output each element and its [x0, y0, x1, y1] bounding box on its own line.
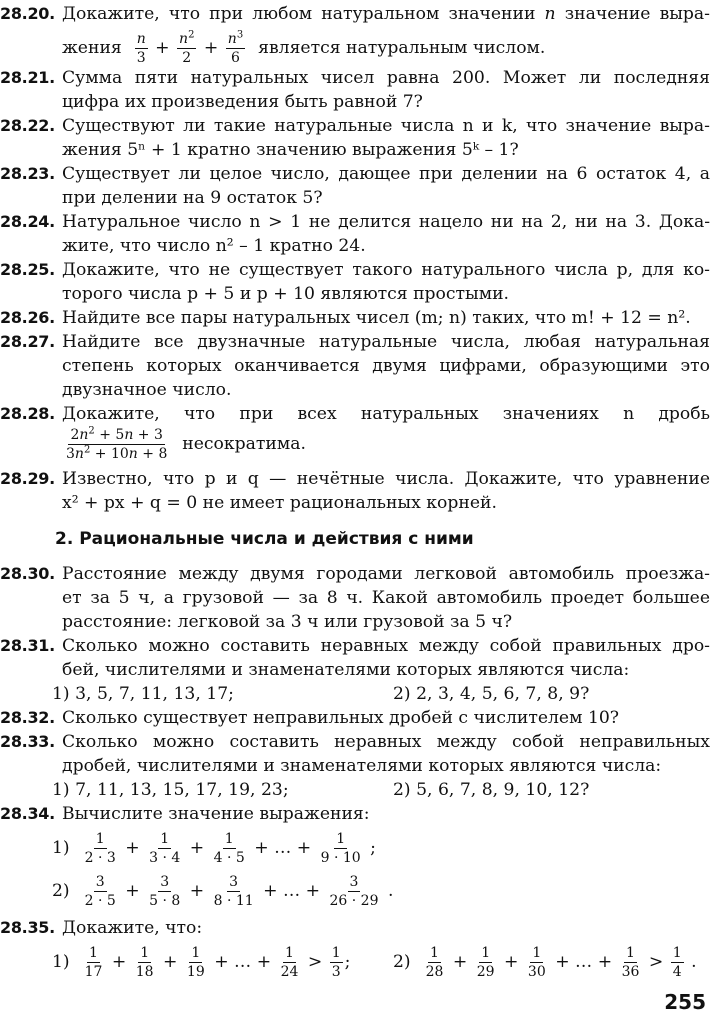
inequalities [0, 946, 710, 979]
problem-28-26: 28.26. Найдите все пары натуральных чисел (m; n) таких, что m! + 12 = n². [0, 308, 691, 328]
problem-number: 28.35. [0, 918, 55, 937]
problem-number: 28.22. [0, 116, 55, 135]
expression-2: 2) $\frac{3}{2 \cdot 5}$ + $\frac{3}{5 \cdot 8}$ + $\frac{3}{8 \cdot 11}$ + … + $\frac{3}{26 \cdot 29}$ . [52, 874, 394, 909]
problem-28-20: 28.20. Докажите, что при любом натуральном значении n значение выра- жения $\frac{n}{3}$ + $\frac{n^2}{2}$ + $\frac{n^3}{6}$ является натуральным числом. [0, 4, 710, 66]
expression-1: 1) $\frac{1}{2 \cdot 3}$ + $\frac{1}{3 \cdot 4}$ + $\frac{1}{4 \cdot 5}$ + … + $\frac{1}{9 \cdot 10}$ ; [52, 831, 376, 866]
inequality-1: 1) $\frac{1}{17}$ + $\frac{1}{18}$ + $\frac{1}{19}$ + … + $\frac{1}{24}$ > $\frac{1}{3}$ ; [52, 945, 351, 980]
problem-number: 28.29. [0, 469, 55, 488]
problem-28-22: 28.22. Существуют ли такие натуральные числа n и k, что значение выра- жения 5ⁿ + 1 кратно значению выражения 5ᵏ – 1? [0, 116, 710, 160]
problem-28-23: 28.23. Существует ли целое число, дающее при делении на 6 остаток 4, а при делении на 9 остаток 5? [0, 164, 710, 208]
problem-28-33: 28.33. Сколько можно составить неравных между собой неправильных дробей, числителями и знаменателями которых являются числа: 1) 7, 11, 13, 15, 17, 19, 23; 2) 5, 6, 7, 8, 9, 10, 12? [0, 732, 710, 800]
problem-28-34: 28.34. Вычислите значение выражения: 1) $\frac{1}{2 \cdot 3}$ + $\frac{1}{3 \cdot 4}$ + $\frac{1}{4 \cdot 5}$ + … + $\frac{1}{9 \cdot 10}$ ; 2) $\frac{3}{2 \cdot 5}$ + $\frac{3}{5 \cdot 8}$ + $\frac{3}{8 \cdot 11}$ + … + $\frac{3}{26 \cdot 29}$ . [0, 802, 710, 908]
problem-number: 28.25. [0, 260, 55, 279]
problem-28-25: 28.25. Докажите, что не существует такого натурального числа p, для ко- торого числа p + 5 и p + 10 являются простыми. [0, 260, 710, 304]
problem-number: 28.26. [0, 308, 55, 327]
problem-28-28: 28.28. Докажите, что при всех натуральных значениях n дробь $\frac{2n^2 + 5n + 3}{3n^2 + 10n + 8}$ несократима. [0, 404, 710, 462]
problem-number: 28.30. [0, 564, 55, 583]
problem-28-27: 28.27. Найдите все двузначные натуральные числа, любая натуральная степень которых оканчивается двумя цифрами, образующими это двузначное число. [0, 332, 710, 400]
fraction: $\frac{n^3}{6}$ [227, 29, 244, 66]
problem-28-29: 28.29. Известно, что p и q — нечётные числа. Докажите, что уравнение x² + px + q = 0 не имеет рациональных корней. [0, 469, 710, 513]
problem-number: 28.27. [0, 332, 55, 351]
fraction: $\frac{n}{3}$ [136, 31, 146, 66]
problem-number: 28.34. [0, 804, 55, 823]
problem-number: 28.21. [0, 68, 55, 87]
fraction: $\frac{2n^2 + 5n + 3}{3n^2 + 10n + 8}$ [66, 425, 168, 462]
page-number: 255 [664, 990, 706, 1014]
problem-28-21: 28.21. Сумма пяти натуральных чисел равна 200. Может ли последняя цифра их произведения быть равной 7? [0, 68, 710, 112]
problem-number: 28.20. [0, 4, 55, 23]
section-title: 2. Рациональные числа и действия с ними [55, 529, 474, 549]
problem-28-30: 28.30. Расстояние между двумя городами легковой автомобиль проезжа- ет за 5 ч, а грузовой — за 8 ч. Какой автомобиль проедет большее расстояние: легковой за 3 ч или грузовой за 5 ч? [0, 564, 710, 632]
problem-28-24: 28.24. Натуральное число n > 1 не делится нацело ни на 2, ни на 3. Дока- жите, что число n² – 1 кратно 24. [0, 212, 710, 256]
problem-number: 28.24. [0, 212, 55, 231]
problem-28-32: 28.32. Сколько существует неправильных дробей с числителем 10? [0, 708, 620, 728]
problem-28-35: 28.35. Докажите, что: 1) $\frac{1}{17}$ + $\frac{1}{18}$ + $\frac{1}{19}$ + … + $\frac{1}{24}$ > $\frac{1}{3}$ ; 2) $\frac{1}{28}$ + $\frac{1}{29}$ + $\frac{1}{30}$ + … + $\frac{1}{36}$ > $\frac{1}{4}$ . [0, 916, 710, 979]
problem-number: 28.32. [0, 708, 55, 727]
problem-number: 28.31. [0, 636, 55, 655]
problem-number: 28.28. [0, 404, 55, 423]
fraction: $\frac{n^2}{2}$ [179, 29, 195, 66]
problem-28-31: 28.31. Сколько можно составить неравных между собой правильных дро- бей, числителями и знаменателями которых являются числа: 1) 3, 5, 7, 11, 13, 17; 2) 2, 3, 4, 5, 6, 7, 8, 9? [0, 636, 710, 704]
inequality-2: 2) $\frac{1}{28}$ + $\frac{1}{29}$ + $\frac{1}{30}$ + … + $\frac{1}{36}$ > $\frac{1}{4}$ . [393, 945, 697, 980]
problem-number: 28.33. [0, 732, 55, 751]
problem-number: 28.23. [0, 164, 55, 183]
